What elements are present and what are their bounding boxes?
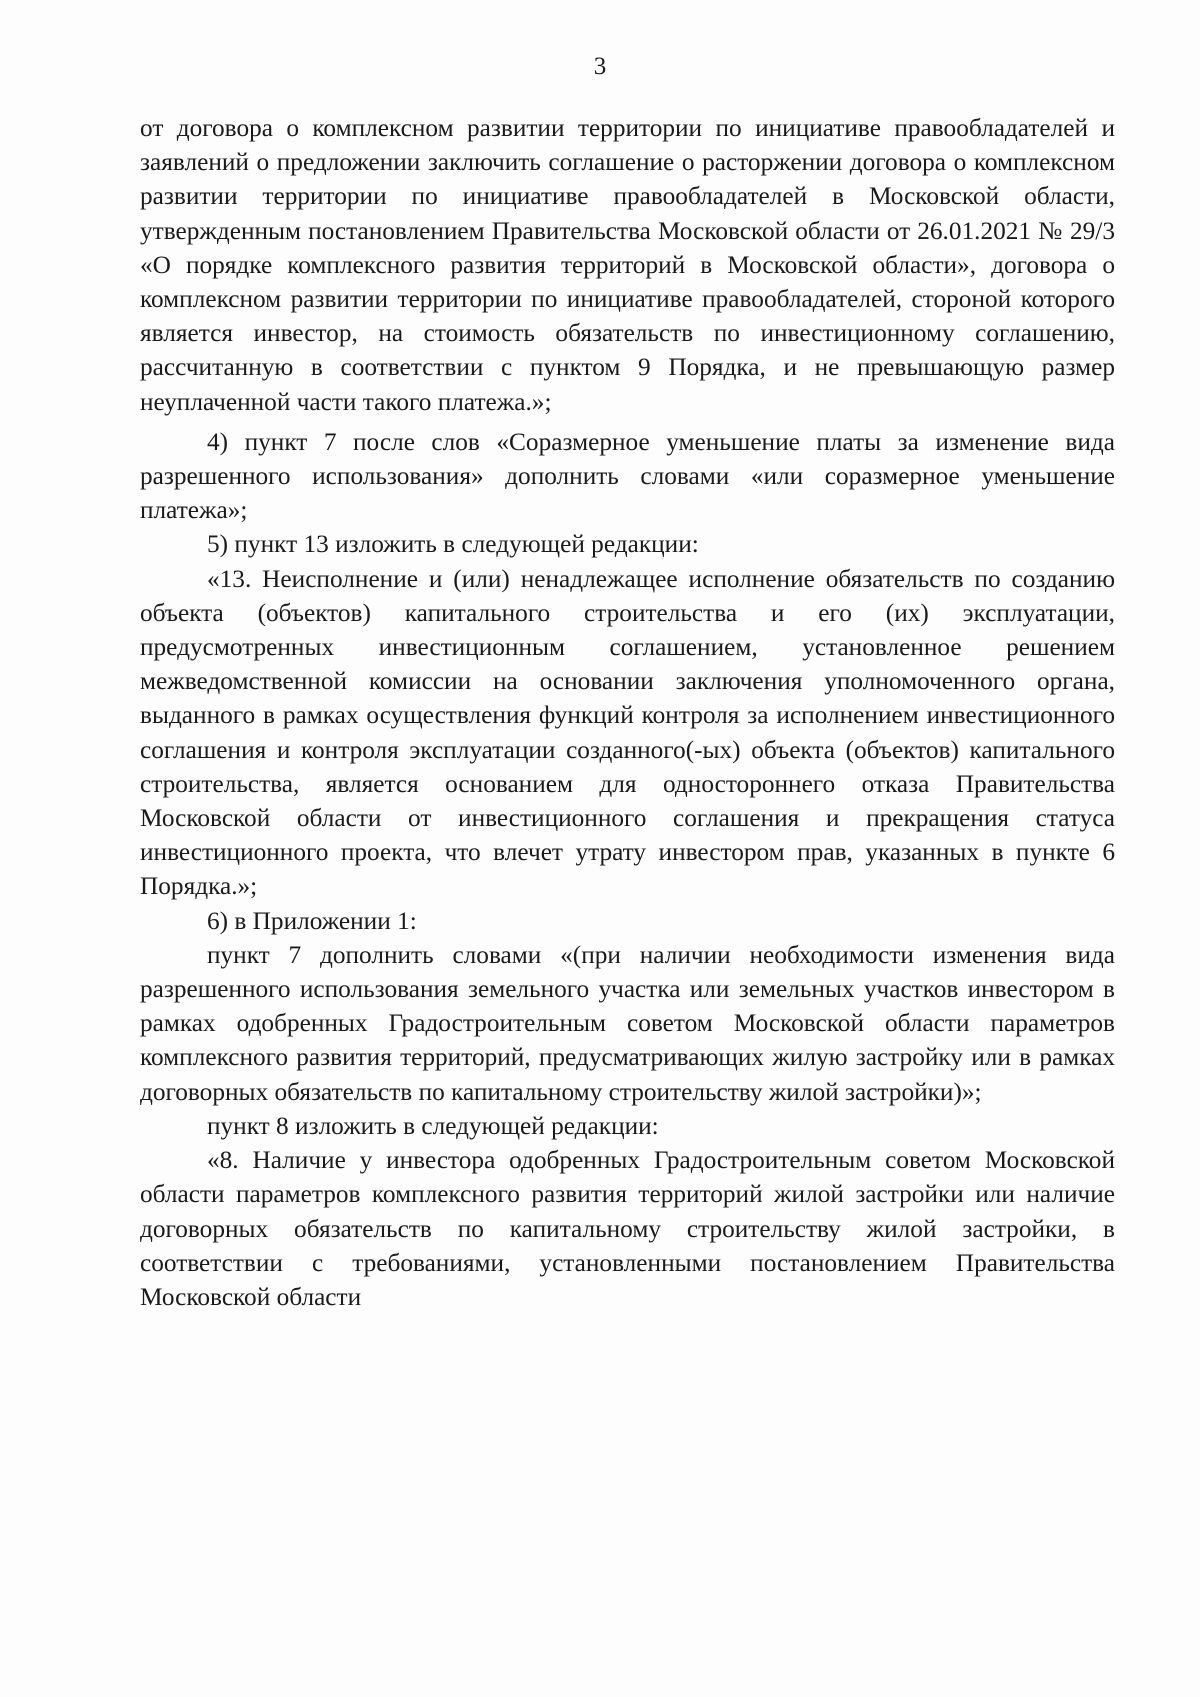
- page-number: 3: [593, 53, 607, 80]
- paragraph-point-8-intro: пункт 8 изложить в следующей редакции:: [207, 1111, 659, 1140]
- paragraph-item-4: 4) пункт 7 после слов «Соразмерное уменьшение платы за изменение вида разрешенного использования» дополнить словами «или соразмерное уменьшение платежа»;: [140, 427, 1115, 525]
- paragraph-clause-13: «13. Неисполнение и (или) ненадлежащее исполнение обязательств по созданию объекта (объектов) капитального строительства и его (их) эксплуатации, предусмотренных инвестиционным соглашением, установленное решением межведомственной комиссии на основании заключения уполномоченного органа, выданного в рамках осуществления функций контроля за исполнением инвестиционного соглашения и контроля эксплуатации созданного(-ых) объекта (объектов) капитального строительства, является основанием для одностороннего отказа Правительства Московской области от инвестиционного соглашения и прекращения статуса инвестиционного проекта, что влечет утрату инвестором прав, указанных в пункте 6 Порядка.»;: [140, 564, 1115, 901]
- paragraph-item-6: 6) в Приложении 1:: [207, 906, 417, 935]
- paragraph-point-7: пункт 7 дополнить словами «(при наличии необходимости изменения вида разрешенного использования земельного участка или земельных участков инвестором в рамках одобренных Градостроительным советом Московской области параметров комплексного развития территорий, предусматривающих жилую застройку или в рамках договорных обязательств по капитальному строительству жилой застройки)»;: [140, 940, 1115, 1106]
- paragraph-clause-8: «8. Наличие у инвестора одобренных Градостроительным советом Московской области параметров комплексного развития территорий жилой застройки или наличие договорных обязательств по капитальному строительству жилой застройки, в соответствии с требованиями, установленными постановлением Правительства Московской области: [140, 1146, 1115, 1311]
- paragraph-continuation: от договора о комплексном развитии территории по инициативе правообладателей и заявлений о предложении заключить соглашение о расторжении договора о комплексном развитии территории по инициативе правообладателей в Московской области, утвержденным постановлением Правительства Московской области от 26.01.2021 № 29/3 «О порядке комплексного развития территорий в Московской области», договора о комплексном развитии территории по инициативе правообладателей, стороной которого является инвестор, на стоимость обязательств по инвестиционному соглашению, рассчитанную в соответствии с пунктом 9 Порядка, и не превышающую размер неуплаченной части такого платежа.»;: [140, 114, 1115, 416]
- document-body: [140, 111, 1115, 1314]
- paragraph-item-5: 5) пункт 13 изложить в следующей редакции:: [207, 530, 699, 559]
